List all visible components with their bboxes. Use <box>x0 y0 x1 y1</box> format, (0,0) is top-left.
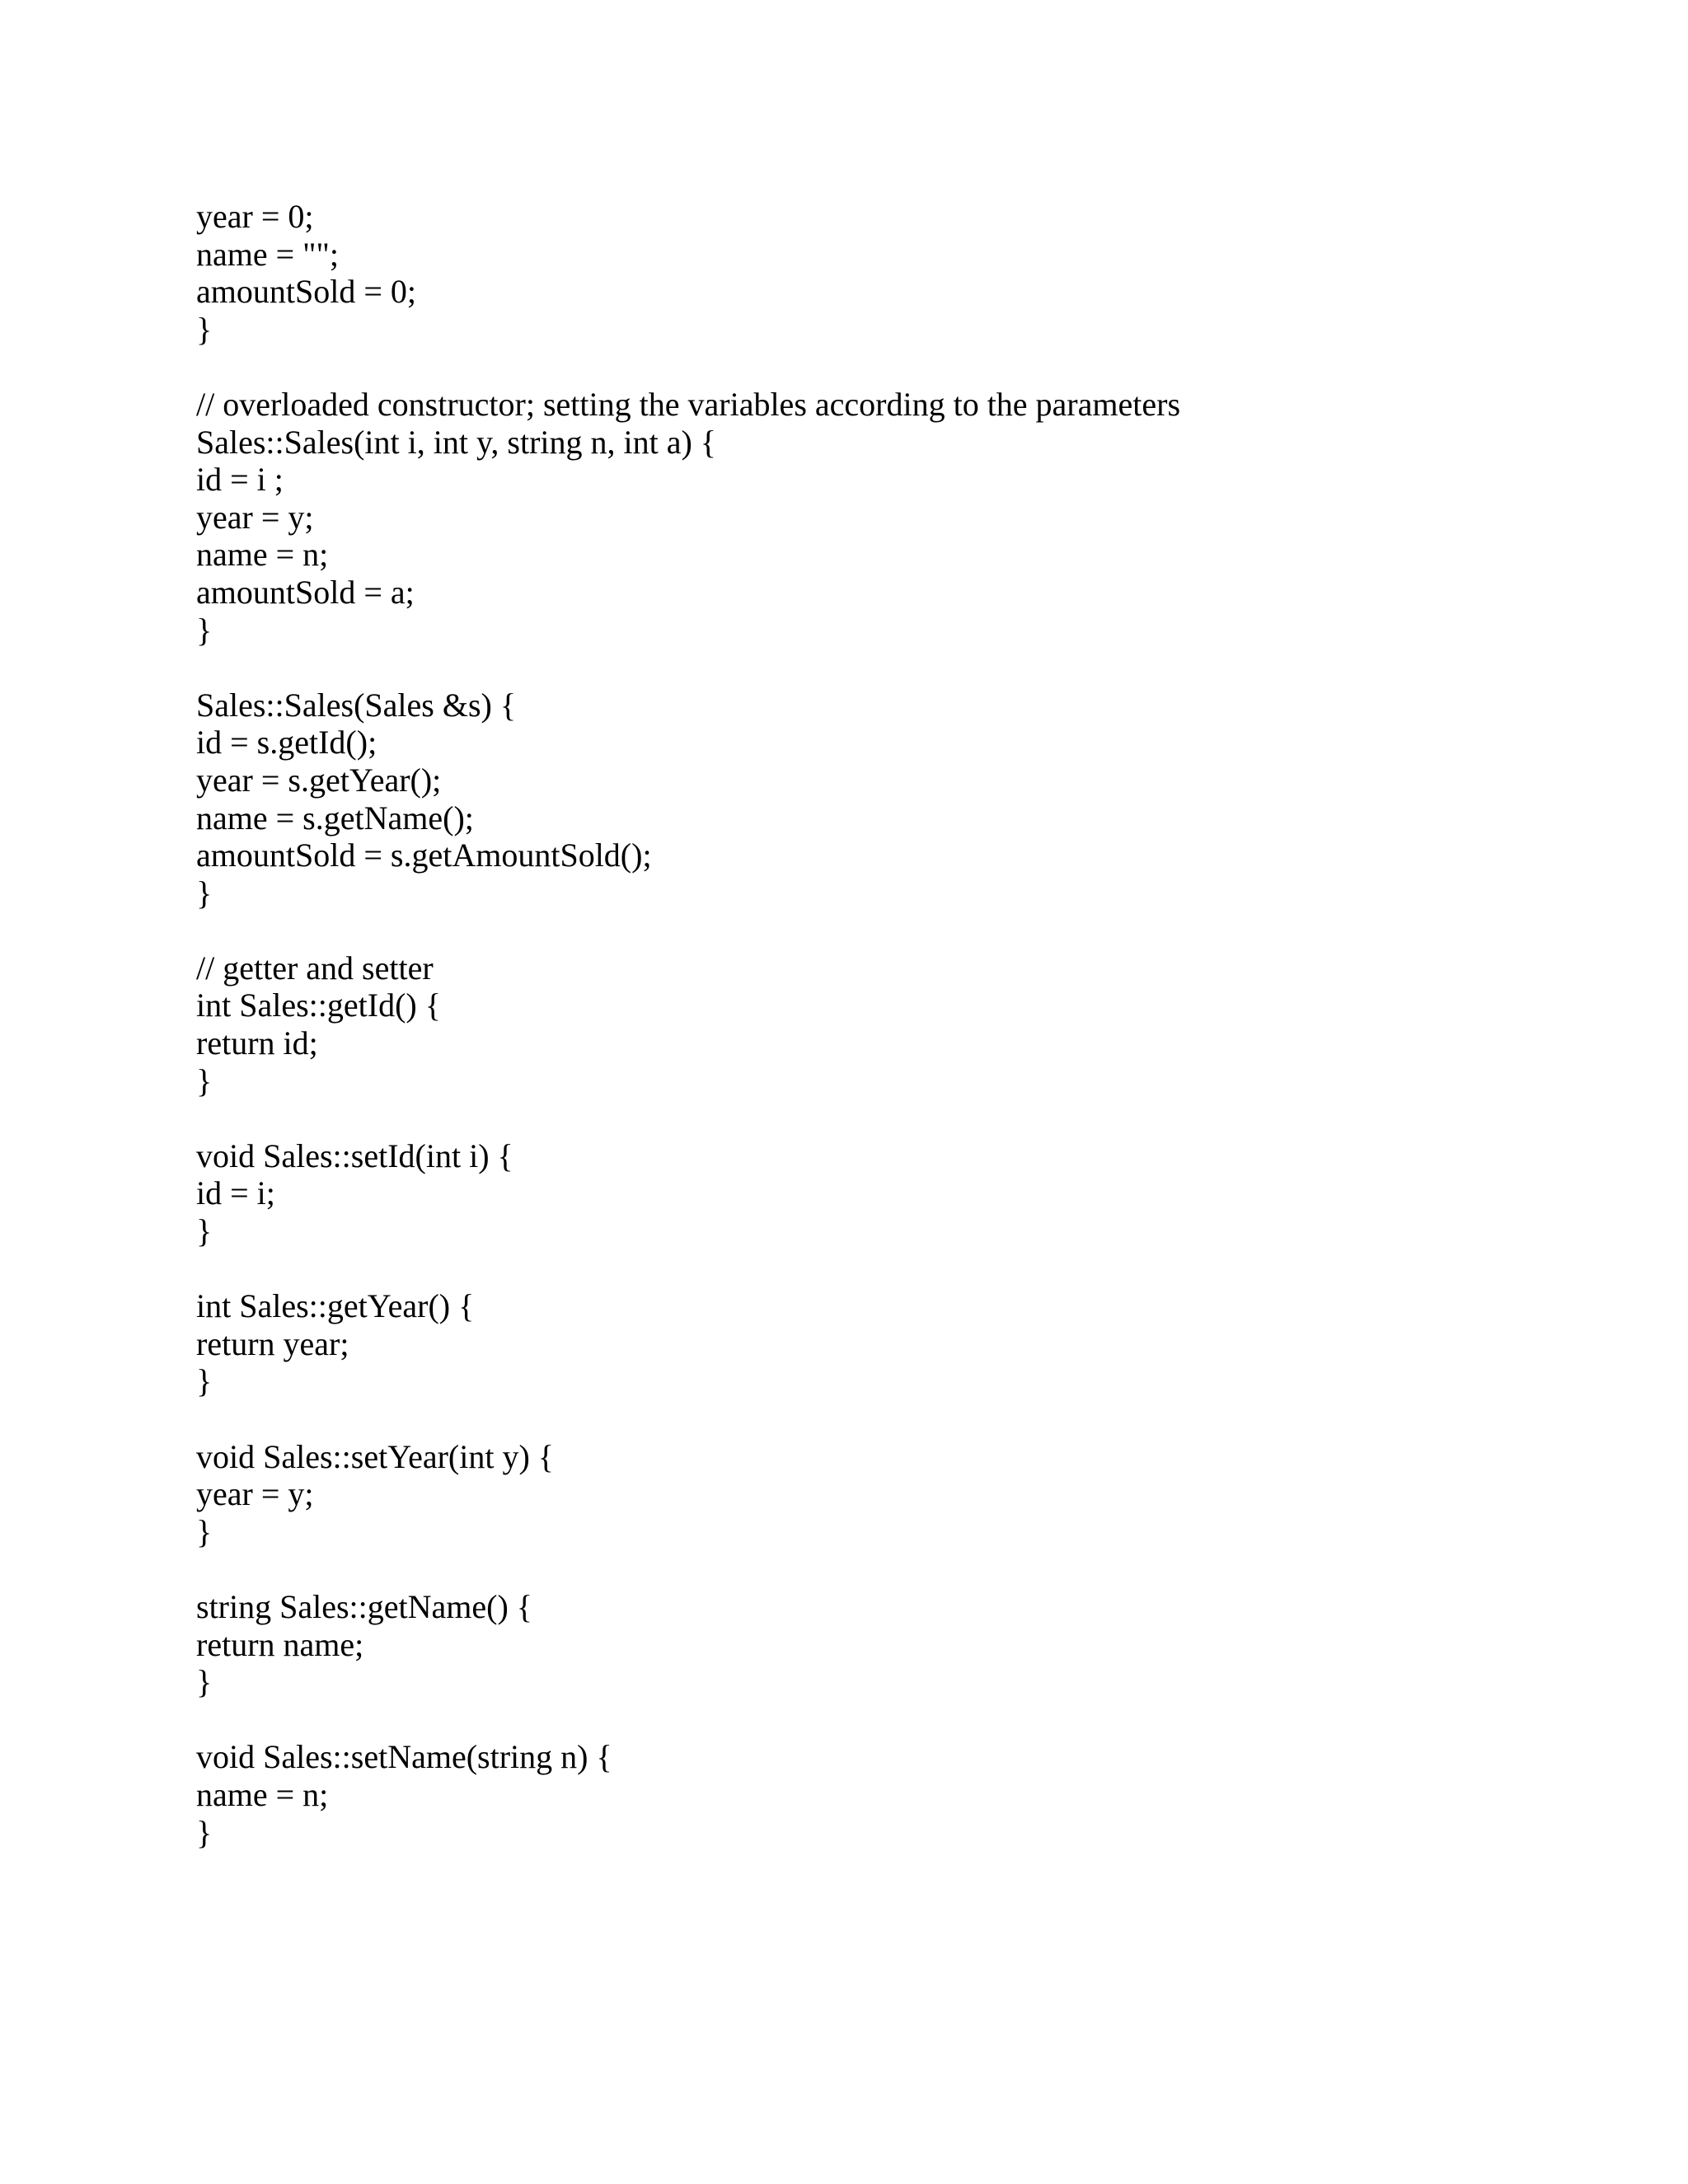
code-line: string Sales::getName() { <box>196 1587 532 1625</box>
code-line: Sales::Sales(int i, int y, string n, int a) { <box>196 423 716 461</box>
code-line: year = 0; <box>196 198 314 235</box>
blank-line <box>196 649 1180 687</box>
code-line: int Sales::getId() { <box>196 987 441 1024</box>
code-line: name = ""; <box>196 235 339 273</box>
code-comment-line: // overloaded constructor; setting the variables according to the parameters <box>196 385 1181 423</box>
code-line: amountSold = 0; <box>196 273 417 311</box>
code-line: void Sales::setName(string n) { <box>196 1738 612 1776</box>
code-line: year = y; <box>196 498 314 536</box>
code-line: name = n; <box>196 536 329 574</box>
code-line: } <box>196 1813 213 1851</box>
blank-line <box>196 1250 1180 1288</box>
code-line: year = s.getYear(); <box>196 761 442 799</box>
code-line: } <box>196 874 213 912</box>
code-line: id = i ; <box>196 461 284 499</box>
code-line: } <box>196 611 213 649</box>
blank-line <box>196 1550 1180 1588</box>
code-line: return name; <box>196 1625 364 1663</box>
code-line: } <box>196 310 213 348</box>
code-line: return year; <box>196 1324 349 1362</box>
code-listing <box>196 198 1180 1851</box>
code-line: void Sales::setId(int i) { <box>196 1137 513 1174</box>
code-line: name = s.getName(); <box>196 799 474 837</box>
code-line: return id; <box>196 1024 318 1062</box>
code-line: year = y; <box>196 1475 314 1513</box>
code-line: } <box>196 1212 213 1250</box>
code-line: void Sales::setYear(int y) { <box>196 1437 554 1475</box>
code-line: } <box>196 1362 213 1400</box>
blank-line <box>196 912 1180 949</box>
code-line: } <box>196 1062 213 1099</box>
blank-line <box>196 1400 1180 1438</box>
code-line: } <box>196 1512 213 1550</box>
code-comment-line: // getter and setter <box>196 949 434 987</box>
code-line: } <box>196 1663 213 1701</box>
blank-line <box>196 1099 1180 1137</box>
code-line: id = i; <box>196 1174 275 1212</box>
code-line: amountSold = a; <box>196 573 415 611</box>
code-line: int Sales::getYear() { <box>196 1287 475 1325</box>
code-line: id = s.getId(); <box>196 724 377 762</box>
blank-line <box>196 348 1180 386</box>
blank-line <box>196 1701 1180 1739</box>
code-line: Sales::Sales(Sales &s) { <box>196 686 517 724</box>
code-line: name = n; <box>196 1775 329 1813</box>
code-line: amountSold = s.getAmountSold(); <box>196 837 652 874</box>
